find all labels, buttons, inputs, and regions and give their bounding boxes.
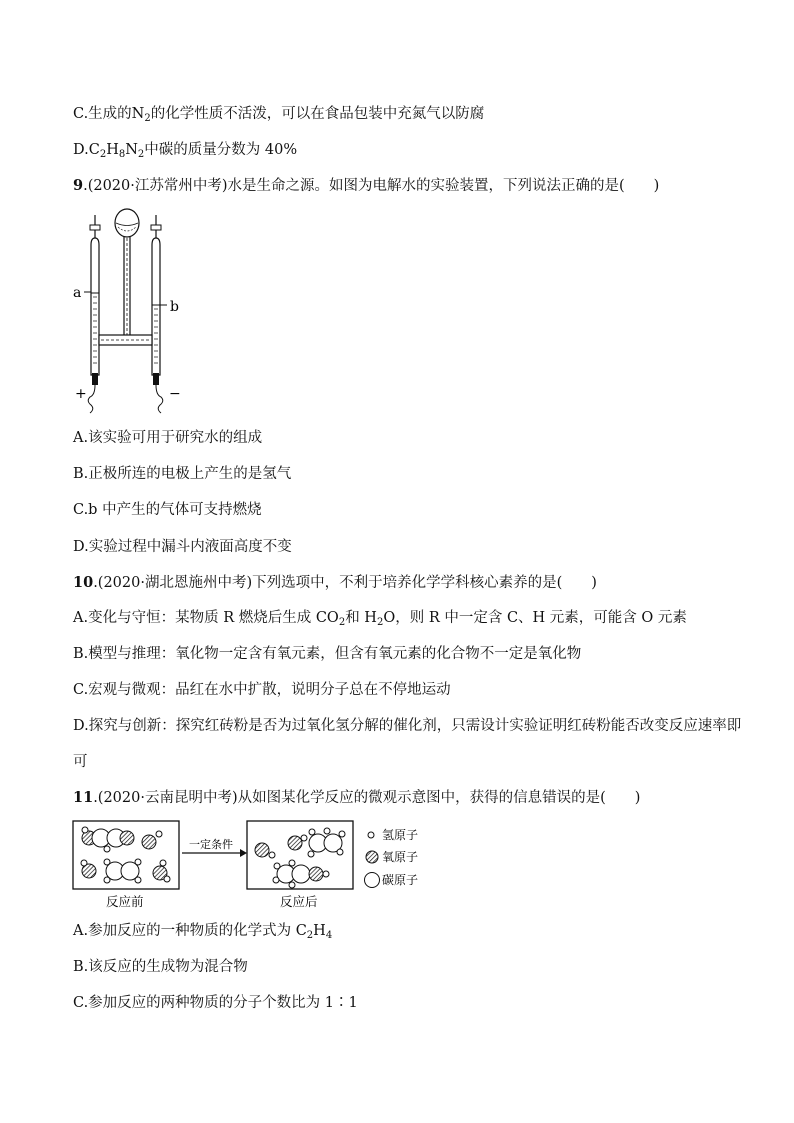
- q10-option-a-p1: A.变化与守恒：某物质 R 燃烧后生成 CO: [73, 610, 339, 626]
- q8-option-d-s2: 8: [118, 149, 126, 160]
- funnel-bulb: [115, 209, 139, 237]
- oxygen-atom-icon: [366, 851, 378, 863]
- legend-hydrogen: [368, 828, 418, 842]
- legend-oxygen: [366, 850, 418, 864]
- label-a: a: [73, 285, 82, 301]
- q11-option-a-s2: 4: [325, 930, 333, 941]
- negative-sign: −: [169, 386, 181, 402]
- q10-option-c: C.宏观与微观：品红在水中扩散，说明分子总在不停地运动: [73, 682, 451, 698]
- q9-stem-text: .(2020·江苏常州中考)水是生命之源。如图为电解水的实验装置，下列说法正确的是( ): [83, 178, 660, 194]
- q9-option-a: A.该实验可用于研究水的组成: [73, 430, 263, 446]
- q11-option-a-pre: A.参加反应的一种物质的化学式为 C: [73, 923, 307, 939]
- legend-carbon-label: 碳原子: [382, 873, 419, 887]
- reaction-microscopic-figure: [70, 817, 440, 912]
- q11-stem-text: .(2020·云南昆明中考)从如图某化学反应的微观示意图中，获得的信息错误的是( ): [93, 790, 641, 806]
- q11-stem: [73, 788, 754, 808]
- q11-option-a-s1: 2: [306, 930, 314, 941]
- q10-number: 10: [73, 574, 94, 591]
- q10-option-a-s1: 2: [338, 617, 346, 628]
- label-b: b: [170, 299, 179, 315]
- q8-option-d-p3: N: [125, 142, 138, 158]
- q8-option-d-s1: 2: [99, 149, 107, 160]
- q8-option-d-p2: H: [106, 142, 119, 158]
- q10-option-a-p2: 和 H: [345, 610, 377, 626]
- electrolysis-apparatus-figure: [66, 205, 196, 420]
- q11-number: 11: [73, 789, 94, 806]
- q8-option-d-p4: 中碳的质量分数为 40%: [144, 142, 298, 158]
- q10-option-d-line1: D.探究与创新：探究红砖粉是否为过氧化氢分解的催化剂，只需设计实验证明红砖粉能否改变反应速率即: [73, 718, 742, 734]
- right-electrode: [153, 373, 159, 385]
- q10-option-b: B.模型与推理：氧化物一定含有氧元素，但含有氧元素的化合物不一定是氧化物: [73, 646, 582, 662]
- q11-option-a: [73, 921, 754, 941]
- q10-option-a: [73, 608, 754, 628]
- reaction-condition: 一定条件: [189, 838, 233, 851]
- q9-number: 9: [73, 177, 84, 194]
- q8-option-d-p1: D.C: [73, 142, 100, 158]
- q10-stem-text: .(2020·湖北恩施州中考)下列选项中，不利于培养化学学科核心素养的是( ): [93, 575, 597, 591]
- q10-option-a-s2: 2: [376, 617, 384, 628]
- q8-option-d-s3: 2: [137, 149, 145, 160]
- left-electrode: [92, 373, 98, 385]
- q8-option-d: [73, 140, 754, 160]
- q10-option-a-p3: O，则 R 中一定含 C、H 元素，可能含 O 元素: [383, 610, 687, 626]
- q8-option-c: [73, 104, 754, 124]
- q10-option-d-line2: 可: [73, 754, 88, 770]
- carbon-atom-icon: [365, 873, 380, 888]
- left-tube: [91, 238, 99, 375]
- hydrogen-atom-icon: [368, 832, 374, 838]
- q8-option-c-post: 的化学性质不活泼，可以在食品包装中充氮气以防腐: [150, 106, 485, 122]
- legend-oxygen-label: 氧原子: [382, 850, 419, 864]
- legend-hydrogen-label: 氢原子: [382, 828, 419, 842]
- before-label: 反应前: [106, 894, 144, 909]
- q9-stem: [73, 176, 754, 196]
- q8-option-c-sub: 2: [144, 113, 151, 124]
- positive-sign: +: [75, 386, 87, 402]
- q11-option-b: B.该反应的生成物为混合物: [73, 959, 248, 975]
- q11-option-c: C.参加反应的两种物质的分子个数比为 1∶1: [73, 995, 358, 1011]
- legend-carbon: [365, 872, 419, 888]
- q11-option-a-mid: H: [313, 923, 326, 939]
- q10-stem: [73, 573, 754, 593]
- q9-option-b: B.正极所连的电极上产生的是氢气: [73, 466, 292, 482]
- q8-option-c-pre: C.生成的N: [73, 106, 145, 122]
- after-label: 反应后: [280, 894, 318, 909]
- q9-option-d: D.实验过程中漏斗内液面高度不变: [73, 539, 292, 555]
- q9-option-c: C.b 中产生的气体可支持燃烧: [73, 502, 262, 518]
- right-tube: [152, 238, 160, 375]
